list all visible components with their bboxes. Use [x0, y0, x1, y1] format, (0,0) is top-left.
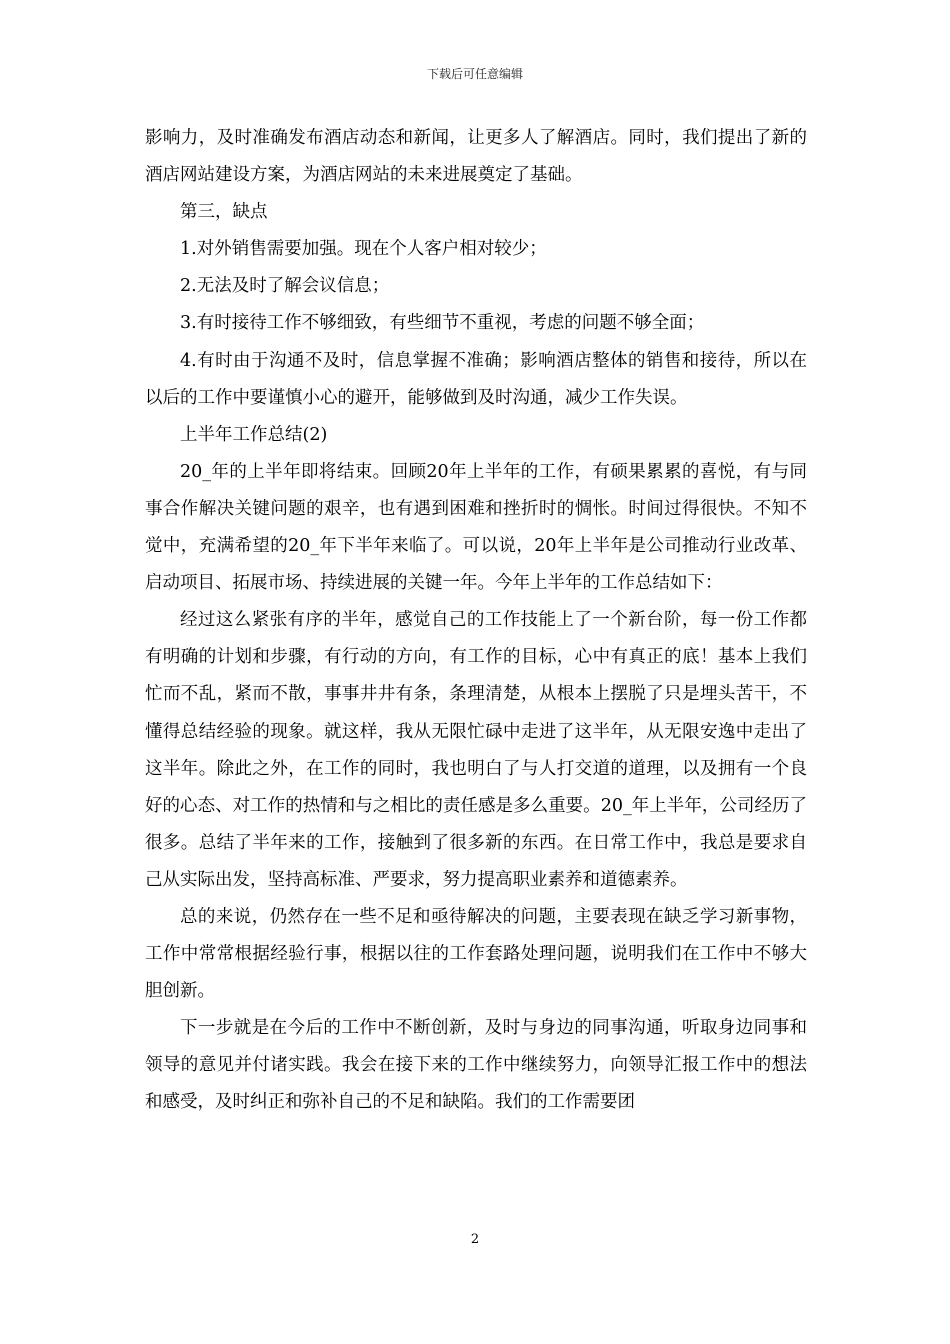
section-heading: 第三，缺点: [180, 202, 268, 223]
paragraph: 经过这么紧张有序的半年，感觉自己的工作技能上了一个新台阶，每一份工作都有明确的计划和步骤，有行动的方向，有工作的目标，心中有真正的底！基本上我们忙而不乱，紧而不散，事事井井有条，条理清楚，从根本上摆脱了只是埋头苦干，不懂得总结经验的现象。就这样，我从无限忙碌中走进了这半年，从无限安逸中走出了这半年。除此之外，在工作的同时，我也明白了与人打交道的道理，以及拥有一个良好的心态、对工作的热情和与之相比的责任感是多么重要。20_年上半年，公司经历了很多。总结了半年来的工作，接触到了很多新的东西。在日常工作中，我总是要求自己从实际出发，坚持高标准、严要求，努力提高职业素养和道德素养。: [145, 610, 807, 890]
document-body: [145, 120, 807, 1122]
page-number: 2: [470, 1232, 480, 1247]
page-header: 下载后可任意编辑: [426, 67, 523, 81]
list-item: 4.有时由于沟通不及时，信息掌握不准确；影响酒店整体的销售和接待，所以在以后的工作中要谨慎小心的避开，能够做到及时沟通，减少工作失误。: [145, 350, 807, 408]
paragraph: 总的来说，仍然存在一些不足和亟待解决的问题，主要表现在缺乏学习新事物，工作中常常根据经验行事，根据以往的工作套路处理问题，说明我们在工作中不够大胆创新。: [145, 906, 807, 1002]
paragraph: 20_年的上半年即将结束。回顾20年上半年的工作，有硕果累累的喜悦，有与同事合作解决关键问题的艰辛，也有遇到困难和挫折时的惆怅。时间过得很快。不知不觉中，充满希望的20_年下半年来临了。可以说，20年上半年是公司推动行业改革、启动项目、拓展市场、持续进展的关键一年。今年上半年的工作总结如下：: [145, 461, 807, 594]
list-item: 2.无法及时了解会议信息；: [180, 276, 390, 297]
paragraph: 影响力，及时准确发布酒店动态和新闻，让更多人了解酒店。同时，我们提出了新的酒店网站建设方案，为酒店网站的未来进展奠定了基础。: [145, 128, 807, 186]
paragraph: 下一步就是在今后的工作中不断创新，及时与身边的同事沟通，听取身边同事和领导的意见并付诸实践。我会在接下来的工作中继续努力，向领导汇报工作中的想法和感受，及时纠正和弥补自己的不足和缺陷。我们的工作需要团: [145, 1018, 807, 1113]
list-item: 3.有时接待工作不够细致，有些细节不重视，考虑的问题不够全面；: [180, 313, 705, 334]
section-heading: 上半年工作总结(2): [180, 424, 328, 445]
list-item: 1.对外销售需要加强。现在个人客户相对较少；: [180, 239, 547, 260]
